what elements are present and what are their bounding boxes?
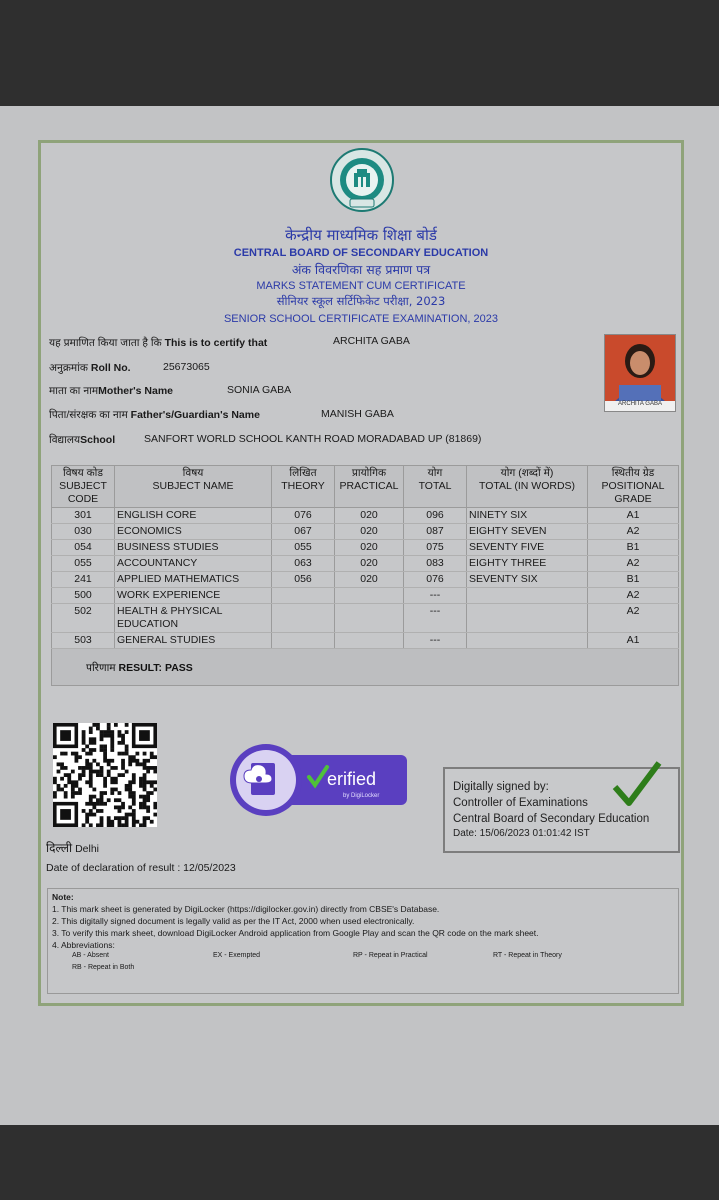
practical-marks (335, 588, 404, 604)
digilocker-verified-badge (229, 743, 409, 817)
subject-code: 301 (52, 508, 115, 524)
declaration-date: Date of declaration of result : 12/05/2023 (46, 862, 236, 874)
abbreviation: AB - Absent (72, 952, 109, 959)
table-row (52, 524, 679, 540)
student-name: ARCHITA GABA (333, 335, 410, 347)
total-in-words (467, 604, 588, 633)
father-label-english: Father's/Guardian's Name (130, 409, 260, 421)
header-subject-code: विषय कोड SUBJECT CODE (52, 466, 115, 508)
table-row (52, 508, 679, 524)
theory-marks (272, 588, 335, 604)
table-row (52, 572, 679, 588)
note-line: 1. This mark sheet is generated by DigiLocker (https://digilocker.gov.in) directly from CBSE's Database. (52, 904, 440, 914)
abbreviation: RB - Repeat in Both (72, 964, 135, 971)
table-row (52, 633, 679, 649)
subject-name: APPLIED MATHEMATICS (115, 572, 272, 588)
exam-title-hindi: सीनियर स्कूल सर्टिफिकेट परीक्षा, 2023 (276, 294, 446, 308)
positional-grade: B1 (588, 540, 679, 556)
table-row (52, 588, 679, 604)
roll-number: 25673065 (163, 361, 210, 373)
school-label-english: School (80, 434, 116, 446)
subject-code: 502 (52, 604, 115, 633)
note-line: 2. This digitally signed document is legally valid as per the IT Act, 2000 when used electronically. (52, 916, 415, 926)
practical-marks: 020 (335, 540, 404, 556)
subject-name: ECONOMICS (115, 524, 272, 540)
certify-label-english: This is to certify that (164, 337, 268, 349)
subject-name: HEALTH & PHYSICAL EDUCATION (115, 604, 272, 633)
roll-label-english: Roll No. (90, 362, 131, 374)
positional-grade: A2 (588, 556, 679, 572)
practical-marks: 020 (335, 572, 404, 588)
header-positional-grade: स्थितीय ग्रेड POSITIONAL GRADE (588, 466, 679, 508)
viewer-bottom-bar (0, 1125, 719, 1200)
photo-caption: ARCHITA GABA (618, 401, 662, 407)
table-header-row (52, 466, 679, 508)
total-marks: 075 (404, 540, 467, 556)
father-label-hindi: पिता/संरक्षक का नाम (49, 409, 128, 421)
mother-label (49, 384, 173, 398)
viewer-top-bar (0, 0, 719, 106)
checkmark-icon (611, 759, 663, 811)
statement-title-hindi: अंक विवरणिका सह प्रमाण पत्र (291, 262, 431, 277)
subject-code: 030 (52, 524, 115, 540)
positional-grade: B1 (588, 572, 679, 588)
abbreviation: EX - Exempted (213, 952, 261, 959)
total-in-words: EIGHTY SEVEN (467, 524, 588, 540)
subject-name: ENGLISH CORE (115, 508, 272, 524)
note-line: 3. To verify this mark sheet, download DigiLocker Android application from Google Play and scan the QR code on the mark sheet. (52, 928, 539, 938)
subject-code: 241 (52, 572, 115, 588)
header-theory: लिखित THEORY (272, 466, 335, 508)
total-in-words: NINETY SIX (467, 508, 588, 524)
practical-marks (335, 633, 404, 649)
theory-marks: 055 (272, 540, 335, 556)
school-label (49, 433, 115, 447)
theory-marks: 063 (272, 556, 335, 572)
subject-name: BUSINESS STUDIES (115, 540, 272, 556)
result-row (51, 649, 679, 686)
theory-marks (272, 633, 335, 649)
certify-label (49, 336, 267, 350)
table-row (52, 604, 679, 633)
theory-marks (272, 604, 335, 633)
verified-subtext: by DigiLocker (343, 793, 380, 799)
practical-marks: 020 (335, 524, 404, 540)
note-line: 4. Abbreviations: (52, 940, 115, 950)
positional-grade: A2 (588, 588, 679, 604)
total-in-words (467, 588, 588, 604)
total-marks: 083 (404, 556, 467, 572)
student-photo (604, 334, 676, 412)
theory-marks: 076 (272, 508, 335, 524)
school-name: SANFORT WORLD SCHOOL KANTH ROAD MORADABAD UP (81869) (144, 433, 482, 445)
positional-grade: A1 (588, 508, 679, 524)
total-marks: --- (404, 604, 467, 633)
positional-grade: A2 (588, 524, 679, 540)
positional-grade: A1 (588, 633, 679, 649)
school-label-hindi: विद्यालय (49, 434, 81, 446)
total-marks: --- (404, 633, 467, 649)
positional-grade: A2 (588, 604, 679, 633)
notes-title: Note: (52, 892, 74, 902)
signature-line-2: Controller of Examinations (453, 797, 588, 809)
subject-name: ACCOUNTANCY (115, 556, 272, 572)
roll-label-hindi: अनुक्रमांक (49, 362, 88, 374)
total-marks: --- (404, 588, 467, 604)
header-subject-name: विषय SUBJECT NAME (115, 466, 272, 508)
result-value: RESULT: PASS (118, 662, 193, 674)
header-total-words: योग (शब्दों में) TOTAL (IN WORDS) (467, 466, 588, 508)
board-name-hindi: केन्द्रीय माध्यमिक शिक्षा बोर्ड (285, 226, 437, 244)
theory-marks: 067 (272, 524, 335, 540)
signature-line-1: Digitally signed by: (453, 781, 549, 793)
statement-title-english: MARKS STATEMENT CUM CERTIFICATE (256, 280, 466, 292)
total-in-words: SEVENTY FIVE (467, 540, 588, 556)
subject-code: 055 (52, 556, 115, 572)
notes-box (47, 888, 679, 994)
practical-marks: 020 (335, 556, 404, 572)
place (46, 839, 99, 856)
subject-code: 503 (52, 633, 115, 649)
practical-marks (335, 604, 404, 633)
board-name-english: CENTRAL BOARD OF SECONDARY EDUCATION (233, 247, 489, 259)
total-marks: 076 (404, 572, 467, 588)
total-marks: 087 (404, 524, 467, 540)
qr-code (53, 723, 157, 827)
cbse-emblem-logo (329, 147, 395, 213)
certificate (38, 140, 684, 1006)
mother-label-hindi: माता का नाम (49, 385, 99, 397)
signature-date: Date: 15/06/2023 01:01:42 IST (453, 828, 590, 839)
father-label (49, 408, 260, 422)
roll-label (49, 361, 131, 375)
mother-name: SONIA GABA (227, 384, 292, 396)
marks-table (51, 465, 679, 649)
subject-code: 054 (52, 540, 115, 556)
header-total: योग TOTAL (404, 466, 467, 508)
abbreviation: RP - Repeat in Practical (353, 952, 428, 959)
digital-signature-box (443, 767, 680, 853)
result-label-hindi: परिणाम (86, 662, 116, 674)
result-label (86, 661, 193, 675)
subject-name: GENERAL STUDIES (115, 633, 272, 649)
total-in-words: SEVENTY SIX (467, 572, 588, 588)
header-practical: प्रायोगिक PRACTICAL (335, 466, 404, 508)
table-row (52, 540, 679, 556)
certify-label-hindi: यह प्रमाणित किया जाता है कि (49, 337, 162, 349)
subject-code: 500 (52, 588, 115, 604)
theory-marks: 056 (272, 572, 335, 588)
father-name: MANISH GABA (321, 408, 394, 420)
total-in-words: EIGHTY THREE (467, 556, 588, 572)
table-row (52, 556, 679, 572)
signature-line-3: Central Board of Secondary Education (453, 813, 650, 825)
practical-marks: 020 (335, 508, 404, 524)
subject-name: WORK EXPERIENCE (115, 588, 272, 604)
student-portrait-image (605, 335, 675, 411)
exam-title-english: SENIOR SCHOOL CERTIFICATE EXAMINATION, 2023 (223, 313, 499, 325)
total-marks: 096 (404, 508, 467, 524)
abbreviation: RT - Repeat in Theory (493, 952, 562, 959)
place-english: Delhi (75, 843, 99, 855)
verified-text: erified (327, 769, 377, 789)
total-in-words (467, 633, 588, 649)
place-hindi: दिल्ली (46, 841, 73, 855)
mother-label-english: Mother's Name (98, 385, 174, 397)
